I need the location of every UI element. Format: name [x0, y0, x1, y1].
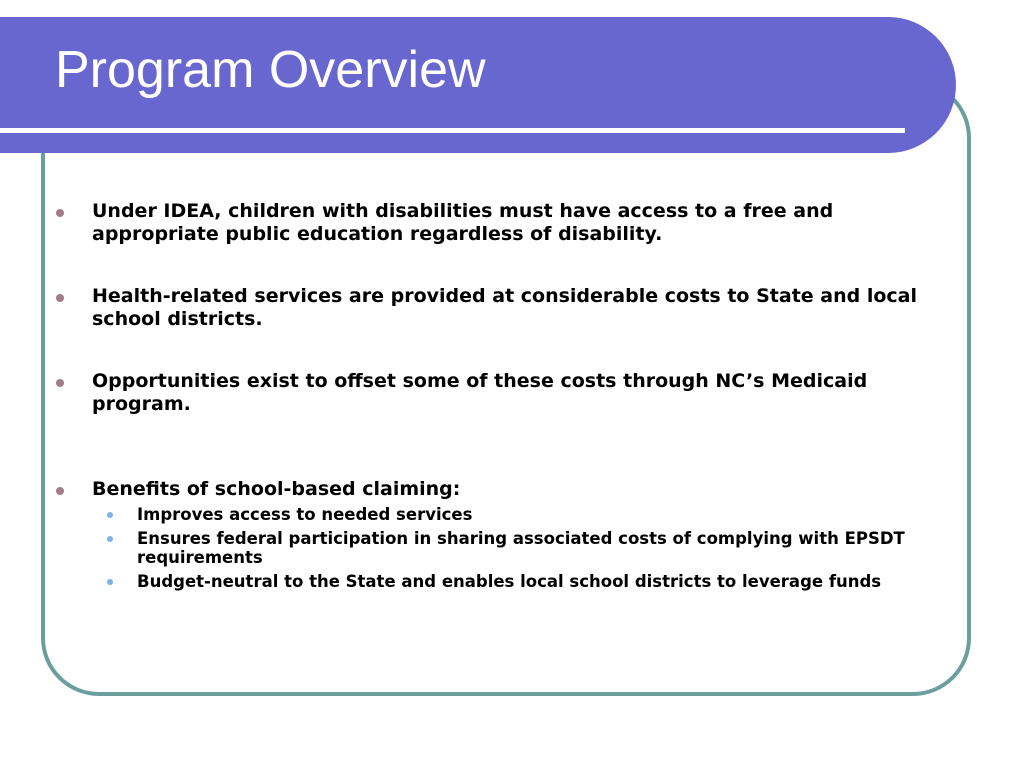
title-underline: [0, 128, 905, 133]
bullet-text: Benefits of school-based claiming:: [92, 478, 461, 500]
bullet-dot-icon: [56, 209, 64, 217]
sub-bullet-item: [92, 572, 956, 591]
sub-bullet-dot-icon: [107, 512, 113, 518]
bullet-item: [56, 478, 956, 591]
bullet-dot-icon: [56, 379, 64, 387]
bullet-item: [56, 200, 956, 246]
bullet-text: Health-related services are provided at considerable costs to State and local school districts.: [92, 285, 917, 330]
slide-title: Program Overview: [55, 41, 486, 99]
sub-bullet-text: Budget-neutral to the State and enables local school districts to leverage funds: [137, 572, 882, 591]
sub-bullet-item: [92, 505, 956, 524]
bullet-item: [56, 370, 956, 416]
sub-bullet-list: [92, 505, 956, 591]
sub-bullet-dot-icon: [107, 579, 113, 585]
bullet-list: [56, 200, 956, 596]
bullet-text: Opportunities exist to offset some of these costs through NC’s Medicaid program.: [92, 370, 868, 415]
bullet-text: Under IDEA, children with disabilities must have access to a free and appropriate public education regardless of disability.: [92, 200, 834, 245]
sub-bullet-text: Improves access to needed services: [137, 505, 473, 524]
bullet-item: [56, 285, 956, 331]
sub-bullet-item: [92, 529, 956, 567]
sub-bullet-dot-icon: [107, 536, 113, 542]
bullet-dot-icon: [56, 487, 64, 495]
sub-bullet-text: Ensures federal participation in sharing associated costs of complying with EPSDT requirements: [137, 529, 905, 567]
bullet-dot-icon: [56, 294, 64, 302]
